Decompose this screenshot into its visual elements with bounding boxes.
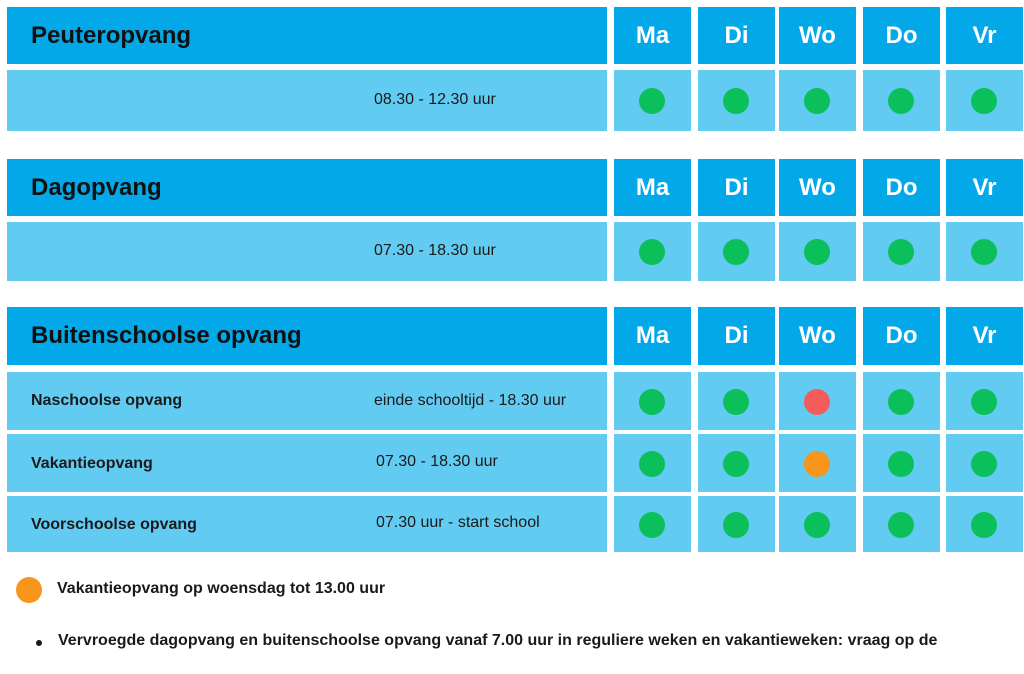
status-dot: [971, 389, 997, 415]
status-dot: [888, 88, 914, 114]
status-dot: [888, 512, 914, 538]
section-header-dagopvang: [7, 159, 607, 216]
schedule-row: [7, 222, 607, 281]
status-dot: [639, 451, 665, 477]
row-label: Voorschoolse opvang: [31, 516, 197, 533]
status-cell: [863, 222, 940, 281]
status-dot: [804, 389, 830, 415]
status-cell: [698, 496, 775, 552]
day-header-wo: Wo: [779, 7, 856, 64]
bullet-dot: [36, 640, 42, 646]
day-header-di: Di: [698, 7, 775, 64]
status-cell: [779, 70, 856, 131]
schedule-row: [7, 496, 607, 552]
status-dot: [639, 512, 665, 538]
section-title: Peuteropvang: [31, 21, 192, 49]
day-header-do: Do: [863, 159, 940, 216]
day-header-do: Do: [863, 307, 940, 365]
status-dot: [971, 239, 997, 265]
section-header-buitenschoolse-opvang: [7, 307, 607, 365]
status-cell: [614, 70, 691, 131]
status-cell: [779, 434, 856, 492]
row-time: 07.30 - 18.30 uur: [374, 242, 496, 259]
status-dot: [804, 239, 830, 265]
row-label: Vakantieopvang: [31, 455, 153, 472]
status-dot: [639, 389, 665, 415]
day-header-di: Di: [698, 159, 775, 216]
status-cell: [946, 222, 1023, 281]
status-cell: [698, 372, 775, 430]
day-header-wo: Wo: [779, 159, 856, 216]
schedule-row: [7, 372, 607, 430]
legend-text: Vakantieopvang op woensdag tot 13.00 uur: [57, 580, 386, 597]
status-cell: [614, 496, 691, 552]
status-cell: [614, 434, 691, 492]
day-header-wo: Wo: [779, 307, 856, 365]
section-header-peuteropvang: [7, 7, 607, 64]
status-cell: [863, 496, 940, 552]
status-dot: [639, 88, 665, 114]
schedule-row: [7, 434, 607, 492]
status-dot: [971, 88, 997, 114]
schedule-row: [7, 70, 607, 131]
day-header-vr: Vr: [946, 307, 1023, 365]
day-header-do: Do: [863, 7, 940, 64]
status-dot: [723, 239, 749, 265]
row-label: Naschoolse opvang: [31, 392, 183, 409]
day-header-ma: Ma: [614, 7, 691, 64]
status-dot: [971, 512, 997, 538]
status-cell: [863, 70, 940, 131]
legend-dot: [16, 577, 42, 603]
status-dot: [639, 239, 665, 265]
day-header-vr: Vr: [946, 7, 1023, 64]
section-title: Dagopvang: [31, 173, 162, 201]
status-cell: [614, 222, 691, 281]
status-cell: [863, 372, 940, 430]
row-time: 07.30 - 18.30 uur: [376, 453, 498, 470]
day-header-vr: Vr: [946, 159, 1023, 216]
status-cell: [614, 372, 691, 430]
note-text: Vervroegde dagopvang en buitenschoolse opvang vanaf 7.00 uur in reguliere weken en vakantieweken: vraag op de: [58, 632, 938, 649]
section-title: Buitenschoolse opvang: [31, 322, 302, 349]
status-cell: [779, 372, 856, 430]
status-dot: [888, 389, 914, 415]
status-cell: [698, 434, 775, 492]
status-dot: [804, 451, 830, 477]
status-cell: [946, 496, 1023, 552]
row-time: 08.30 - 12.30 uur: [374, 91, 496, 108]
status-cell: [863, 434, 940, 492]
status-cell: [946, 434, 1023, 492]
status-cell: [946, 70, 1023, 131]
status-dot: [888, 451, 914, 477]
day-header-di: Di: [698, 307, 775, 365]
row-time: 07.30 uur - start school: [376, 514, 540, 531]
status-cell: [779, 496, 856, 552]
status-dot: [804, 88, 830, 114]
status-dot: [723, 451, 749, 477]
day-header-ma: Ma: [614, 159, 691, 216]
status-cell: [698, 222, 775, 281]
status-cell: [698, 70, 775, 131]
status-dot: [723, 88, 749, 114]
status-dot: [723, 389, 749, 415]
row-time: einde schooltijd - 18.30 uur: [374, 392, 567, 409]
status-dot: [723, 512, 749, 538]
day-header-ma: Ma: [614, 307, 691, 365]
status-dot: [971, 451, 997, 477]
status-dot: [888, 239, 914, 265]
status-cell: [946, 372, 1023, 430]
status-dot: [804, 512, 830, 538]
status-cell: [779, 222, 856, 281]
